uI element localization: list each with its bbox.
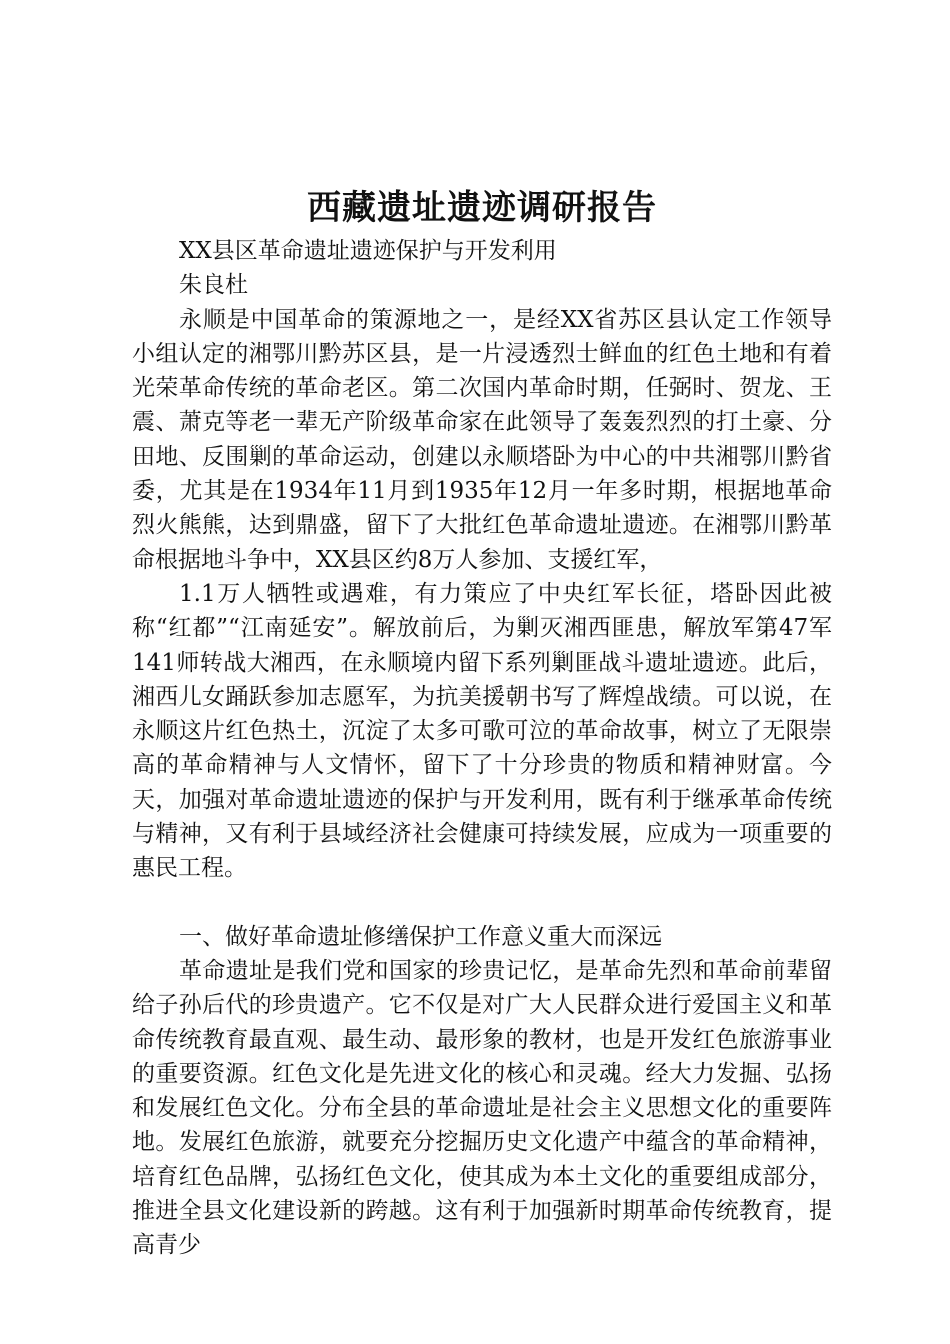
paragraph-spacer — [132, 886, 832, 920]
document-page — [132, 186, 832, 1263]
body-paragraph: 永顺是中国革命的策源地之一，是经XX省苏区县认定工作领导小组认定的湘鄂川黔苏区县，是一片浸透烈士鲜血的红色土地和有着光荣革命传统的革命老区。第二次国内革命时期，任弼时、贺龙、王震、萧克等老一辈无产阶级革命家在此领导了轰轰烈烈的打土豪、分田地、反围剿的革命运动，创建以永顺塔卧为中心的中共湘鄂川黔省委，尤其是在1934年11月到1935年12月一年多时期，根据地革命烈火熊熊，达到鼎盛，留下了大批红色革命遗址遗迹。在湘鄂川黔革命根据地斗争中，XX县区约8万人参加、支援红军， — [132, 306, 832, 573]
section-heading: 一、做好革命遗址修缮保护工作意义重大而深远 — [179, 923, 662, 950]
section-paragraph: 革命遗址是我们党和国家的珍贵记忆，是革命先烈和革命前辈留给子孙后代的珍贵遗产。它不仅是对广大人民群众进行爱国主义和革命传统教育最直观、最生动、最形象的教材，也是开发红色旅游事业的重要资源。红色文化是先进文化的核心和灵魂。经大力发掘、弘扬和发展红色文化。分布全县的革命遗址是社会主义思想文化的重要阵地。发展红色旅游，就要充分挖掘历史文化遗产中蕴含的革命精神，培育红色品牌，弘扬红色文化，使其成为本土文化的重要组成部分，推进全县文化建设新的跨越。这有利于加强新时期革命传统教育，提高青少 — [132, 957, 832, 1259]
body-paragraph: 1.1万人牺牲或遇难，有力策应了中央红军长征，塔卧因此被称“红都”“江南延安”。解放前后，为剿灭湘西匪患，解放军第47军141师转战大湘西，在永顺境内留下系列剿匪战斗遗址遗迹。此后，湘西儿女踊跃参加志愿军，为抗美援朝书写了辉煌战绩。可以说，在永顺这片红色热土，沉淀了太多可歌可泣的革命故事，树立了无限崇高的革命精神与人文情怀，留下了十分珍贵的物质和精神财富。今天，加强对革命遗址遗迹的保护与开发利用，既有利于继承革命传统与精神，又有利于县域经济社会健康可持续发展，应成为一项重要的惠民工程。 — [132, 580, 832, 882]
document-author: 朱良杜 — [179, 272, 248, 299]
document-subtitle: XX县区革命遗址遗迹保护与开发利用 — [179, 238, 557, 264]
document-title: 西藏遗址遗迹调研报告 — [307, 188, 657, 228]
